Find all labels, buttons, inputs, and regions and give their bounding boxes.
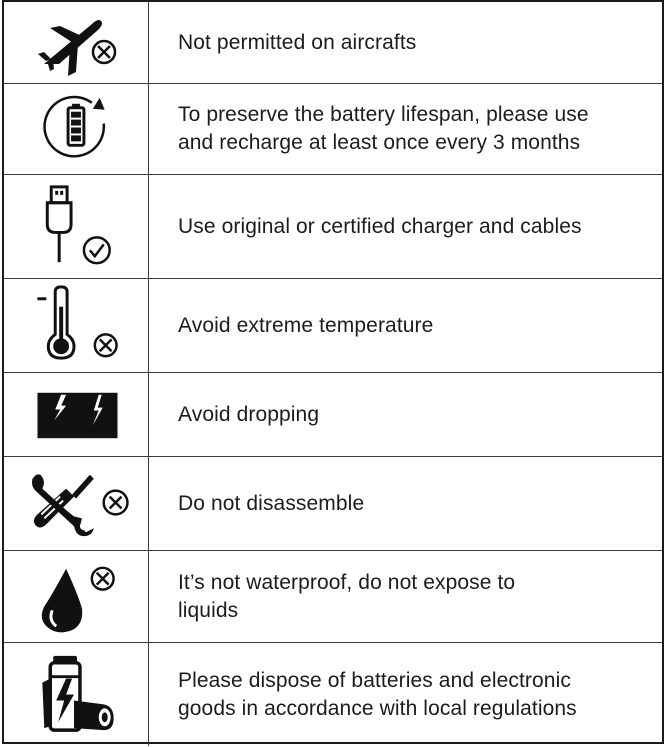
table-row (4, 550, 662, 642)
dropping-impact-icon (4, 373, 148, 456)
icon-cell (4, 2, 149, 83)
airplane-prohibited-icon (4, 2, 148, 83)
row-text: Use original or certified charger and cables (178, 214, 582, 238)
table-row (4, 642, 662, 746)
icon-cell (4, 373, 149, 456)
table-row (4, 278, 662, 372)
row-text: Do not disassemble (178, 491, 365, 515)
row-text: Avoid dropping (178, 402, 320, 426)
battery-recharge-cycle-icon (4, 84, 148, 174)
water-drop-prohibited-icon (4, 551, 148, 642)
icon-cell (4, 175, 149, 278)
icon-cell (4, 643, 149, 746)
row-text: It’s not waterproof, do not expose to liquids (178, 570, 516, 622)
row-text: Avoid extreme temperature (178, 313, 434, 337)
battery-disposal-icon (4, 643, 148, 746)
table-row (4, 83, 662, 174)
icon-cell (4, 551, 149, 642)
usb-cable-approved-icon (4, 175, 148, 278)
row-text: To preserve the battery lifespan, please use and recharge at least once every 3 months (178, 103, 589, 154)
table-row (4, 2, 662, 83)
icon-cell (4, 457, 149, 550)
icon-cell (4, 84, 149, 174)
row-text: Not permitted on aircrafts (178, 30, 417, 54)
table-row (4, 456, 662, 550)
table-row (4, 174, 662, 278)
thermometer-prohibited-icon (4, 279, 148, 372)
table-row (4, 372, 662, 456)
safety-instructions-table (2, 0, 664, 744)
row-text: Please dispose of batteries and electronic goods in accordance with local regulations (178, 668, 577, 720)
icon-cell (4, 279, 149, 372)
tools-prohibited-icon (4, 457, 148, 550)
